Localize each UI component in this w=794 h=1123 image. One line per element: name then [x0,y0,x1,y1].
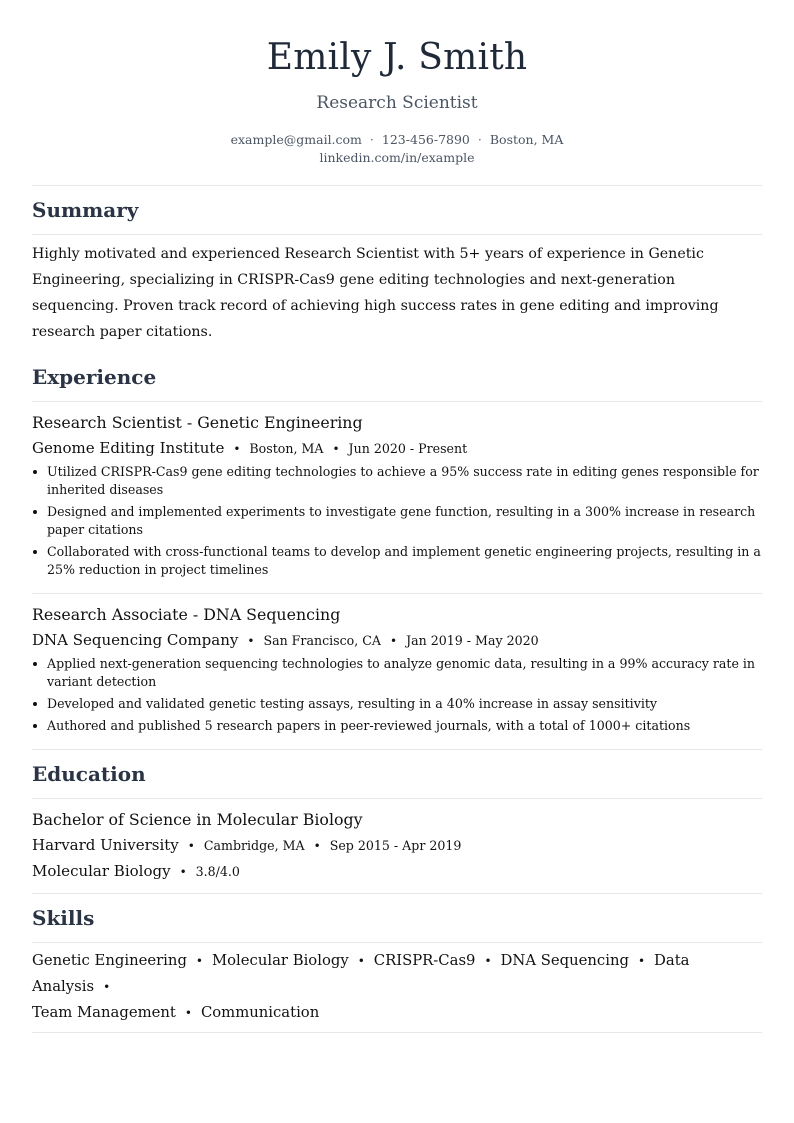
school-name: Harvard University [32,836,179,854]
skill-separator: • [357,954,365,968]
skill-separator: • [195,954,203,968]
bullet-item: Collaborated with cross-functional teams to develop and implement genetic engineering projects, resulting in a 25% reduction in project timelines [32,543,762,579]
job-dates: Jan 2019 - May 2020 [406,633,539,648]
meta-dot: • [313,839,321,853]
skills-section [32,894,762,1033]
job-entry [32,594,762,749]
contact-phone: 123-456-7890 [381,132,470,147]
skill-separator: • [637,954,646,968]
skill-item: Molecular Biology [212,952,349,969]
job-meta [32,629,762,652]
meta-dot: • [179,865,187,879]
section-heading-education: Education [32,762,146,786]
meta-dot: • [233,442,241,456]
education-dates: Sep 2015 - Apr 2019 [329,838,462,853]
meta-dot: • [389,634,398,648]
contact-separator: · [369,132,374,147]
section-heading-skills: Skills [32,906,95,930]
divider [32,942,762,943]
skill-item: Team Management [32,1004,176,1021]
contact-line [32,131,762,149]
resume-header [32,0,762,167]
linkedin-line [32,149,762,167]
skill-separator: • [484,954,492,968]
bullet-item: Authored and published 5 research papers in peer-reviewed journals, with a total of 1000+ citations [32,717,762,735]
job-company: DNA Sequencing Company [32,631,239,649]
divider [32,234,762,235]
skill-item: CRISPR-Cas9 [373,952,476,969]
summary-text: Highly motivated and experienced Research Scientist with 5+ years of experience in Genetic Engineering, specializing in CRISPR-Cas9 gene editing technologies and next-generation sequencing. Proven track record of achieving high success rates in gene editing and improving research paper citations. [32,246,719,340]
job-location: San Francisco, CA [263,633,381,648]
skill-item: Communication [200,1004,320,1021]
meta-dot: • [332,442,340,456]
skills-list [32,948,762,1026]
job-meta [32,437,762,460]
divider [32,1032,762,1033]
job-bullets [32,463,762,579]
degree-title: Bachelor of Science in Molecular Biology [32,810,363,829]
skill-item: Data Analysis [32,952,690,995]
job-title: Research Associate - DNA Sequencing [32,605,341,624]
skill-separator: • [184,1006,192,1020]
job-bullets [32,655,762,735]
education-field-line [32,860,762,883]
job-entry [32,402,762,593]
section-heading-summary: Summary [32,198,139,222]
education-meta [32,834,762,857]
bullet-item: Applied next-generation sequencing technologies to analyze genomic data, resulting in a 99% accuracy rate in variant detection [32,655,762,691]
bullet-item: Designed and implemented experiments to investigate gene function, resulting in a 300% increase in research paper citations [32,503,762,539]
education-section [32,750,762,894]
contact-separator: · [477,132,482,147]
job-dates: Jun 2020 - Present [348,441,468,456]
gpa: 3.8/4.0 [195,864,240,879]
meta-dot: • [247,634,255,648]
candidate-title: Research Scientist [316,93,478,113]
meta-dot: • [187,839,195,853]
skill-item: Genetic Engineering [32,952,187,969]
experience-section [32,353,762,750]
school-location: Cambridge, MA [203,838,305,853]
candidate-name: Emily J. Smith [266,37,528,78]
bullet-item: Utilized CRISPR-Cas9 gene editing technologies to achieve a 95% success rate in editing genes responsible for inherited diseases [32,463,762,499]
bullet-item: Developed and validated genetic testing assays, resulting in a 40% increase in assay sensitivity [32,695,762,713]
summary-section [32,186,762,345]
contact-linkedin[interactable]: linkedin.com/in/example [319,150,475,165]
contact-location: Boston, MA [489,132,564,147]
job-title: Research Scientist - Genetic Engineering [32,413,363,432]
job-location: Boston, MA [249,441,324,456]
education-entry [32,799,762,893]
section-heading-experience: Experience [32,365,157,389]
contact-email[interactable]: example@gmail.com [230,132,362,147]
skill-separator: • [103,980,111,994]
field-of-study: Molecular Biology [32,862,171,880]
skill-item: DNA Sequencing [500,952,629,969]
job-company: Genome Editing Institute [32,439,225,457]
